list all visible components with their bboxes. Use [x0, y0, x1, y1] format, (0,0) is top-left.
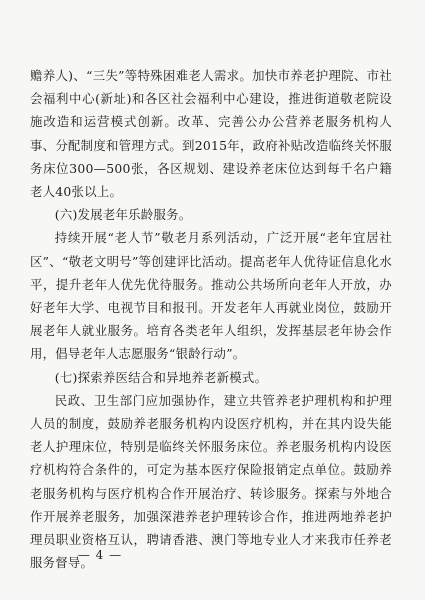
paragraph-section-7: 民政、卫生部门应加强协作，建立共管养老护理机构和护理人员的制度，鼓励养老服务机构内设医疗机构，并在其内设失能老人护理床位，特别是临终关怀服务床位。养老服务机构内设医疗机构符合条件的，可定为基本医疗保险报销定点单位。鼓励养老服务机构与医疗机构合作开展治疗、转诊服务。探索与外地合作开展养老服务，加强深港养老护理转诊合作，推进两地养老护理员职业资格互认，聘请香港、澳门等地专业人才来我市任养老服务督导。	[30, 392, 392, 571]
section-heading-7: (七)探索养医结合和异地养老新模式。	[54, 369, 268, 385]
paragraph-continuation: 赡养人)、“三失”等特殊困难老人需求。加快市养老护理院、市社会福利中心(新址)和各区社会福利中心建设，推进街道敬老院设施改造和运营模式创新。改革、完善公办公营养老服务机构人事、分配制度和管理方式。到2015年，政府补贴改造临终关怀服务床位300—500张，各区规划、建设养老床位达到每千名户籍老人40张以上。	[30, 68, 392, 200]
paragraph-section-6: 持续开展“老人节”敬老月系列活动，广泛开展“老年宜居社区”、“敬老文明号”等创建评比活动。提高老年人优待证信息化水平，提升老年人优先优待服务。推动公共场所向老年人开放，办好老年大学、电视节目和报刊。开发老年人再就业岗位，鼓励开展老年人就业服务。培育各类老年人组织，发挥基层老年协会作用，倡导老年人志愿服务“银龄行动”。	[30, 230, 392, 362]
section-heading-6: (六)发展老年乐龄服务。	[54, 207, 192, 223]
document-body	[30, 64, 392, 574]
page-number: — 4 —	[77, 548, 123, 562]
